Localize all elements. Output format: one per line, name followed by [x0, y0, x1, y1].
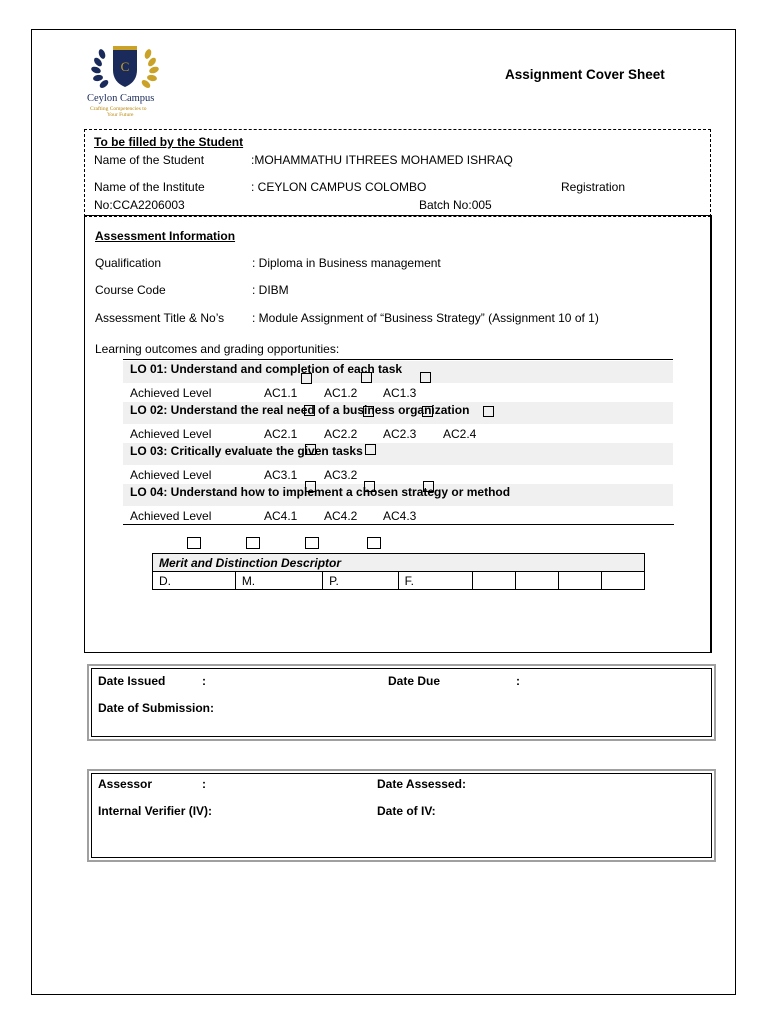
ac-label: AC1.1 [264, 386, 298, 400]
ac-label: AC2.3 [383, 427, 417, 441]
ac4-1-checkbox[interactable] [305, 481, 316, 492]
page-title: Assignment Cover Sheet [505, 67, 665, 82]
ac-label: AC1.2 [324, 386, 358, 400]
descriptor-cell [472, 572, 515, 590]
date-issued-colon: : [202, 674, 206, 688]
ac2-3-checkbox[interactable] [422, 406, 433, 417]
ac3-2-checkbox[interactable] [365, 444, 376, 455]
institute-label: Name of the Institute [94, 180, 205, 194]
achieved-level-3: Achieved Level [130, 468, 212, 482]
svg-text:C: C [120, 59, 130, 74]
ac-label: AC2.4 [443, 427, 477, 441]
assessment-title-label: Assessment Title & No’s [95, 311, 225, 325]
ac2-4-checkbox[interactable] [483, 406, 494, 417]
lo-top-rule [123, 359, 673, 360]
registration-value: No:CCA2206003 [94, 198, 185, 212]
ac1-1-checkbox[interactable] [301, 373, 312, 384]
descriptor-cell [515, 572, 558, 590]
lo-bottom-rule [123, 524, 674, 525]
registration-label: Registration [561, 180, 626, 194]
student-name-label: Name of the Student [94, 153, 205, 167]
ac-label: AC2.2 [324, 427, 358, 441]
lo-title-1: LO 01: Understand and completion of each task [130, 362, 403, 376]
brand-tagline-1: Crafting Competencies to [90, 106, 147, 112]
date-of-iv-label: Date of IV: [377, 804, 436, 818]
achieved-level-2: Achieved Level [130, 427, 212, 441]
lo-title-3: LO 03: Critically evaluate the given tasks [130, 444, 363, 458]
brand-name: Ceylon Campus [87, 93, 155, 104]
ac3-1-checkbox[interactable] [305, 444, 316, 455]
grade-f-checkbox[interactable] [367, 537, 381, 549]
qualification-label: Qualification [95, 256, 162, 270]
grade-m-checkbox[interactable] [246, 537, 260, 549]
institute-value: : CEYLON CAMPUS COLOMBO [251, 180, 427, 194]
lo-title-4: LO 04: Understand how to implement a chosen strategy or method [130, 485, 511, 499]
date-issued-label: Date Issued [98, 674, 166, 688]
ac-label: AC2.1 [264, 427, 298, 441]
date-due-label: Date Due [388, 674, 441, 688]
course-code-value: : DIBM [252, 283, 289, 297]
date-due-colon: : [516, 674, 520, 688]
batch-number: Batch No:005 [419, 198, 492, 212]
ac2-1-checkbox[interactable] [304, 405, 315, 416]
assessor-label: Assessor [98, 777, 153, 791]
descriptor-cell: P. [323, 572, 399, 590]
descriptor-cell [601, 572, 644, 590]
grade-p-checkbox[interactable] [305, 537, 319, 549]
ac-label: AC4.3 [383, 509, 417, 523]
ac-label: AC4.2 [324, 509, 358, 523]
descriptor-title: Merit and Distinction Descriptor [153, 554, 645, 572]
learning-outcomes-label: Learning outcomes and grading opportunities: [95, 342, 340, 356]
achieved-level-4: Achieved Level [130, 509, 212, 523]
descriptor-table [152, 553, 645, 590]
student-heading: To be filled by the Student [94, 135, 244, 149]
ac-label: AC1.3 [383, 386, 417, 400]
internal-verifier-label: Internal Verifier (IV): [98, 804, 213, 818]
achieved-level-1: Achieved Level [130, 386, 212, 400]
student-name-value: :MOHAMMATHU ITHREES MOHAMED ISHRAQ [251, 153, 513, 167]
ac4-3-checkbox[interactable] [423, 481, 434, 492]
lo-title-2: LO 02: Understand the real need of a business organization [130, 403, 470, 417]
assessment-heading: Assessment Information [95, 229, 236, 243]
grade-d-checkbox[interactable] [187, 537, 201, 549]
ac4-2-checkbox[interactable] [364, 481, 375, 492]
assessment-title-value: : Module Assignment of “Business Strategy” (Assignment 10 of 1) [252, 311, 599, 325]
ac-label: AC3.1 [264, 468, 298, 482]
assessor-colon: : [202, 777, 206, 791]
course-code-label: Course Code [95, 283, 166, 297]
descriptor-cell: D. [153, 572, 236, 590]
ac1-3-checkbox[interactable] [420, 372, 431, 383]
ac1-2-checkbox[interactable] [361, 372, 372, 383]
ac-label: AC3.2 [324, 468, 358, 482]
date-assessed-label: Date Assessed: [377, 777, 466, 791]
date-of-submission-label: Date of Submission: [98, 701, 215, 715]
descriptor-cell: M. [235, 572, 322, 590]
ac-label: AC4.1 [264, 509, 298, 523]
ac2-2-checkbox[interactable] [363, 406, 374, 417]
descriptor-cell: F. [398, 572, 472, 590]
brand-tagline-2: Your Future [107, 112, 134, 118]
qualification-value: : Diploma in Business management [252, 256, 441, 270]
descriptor-cell [558, 572, 601, 590]
